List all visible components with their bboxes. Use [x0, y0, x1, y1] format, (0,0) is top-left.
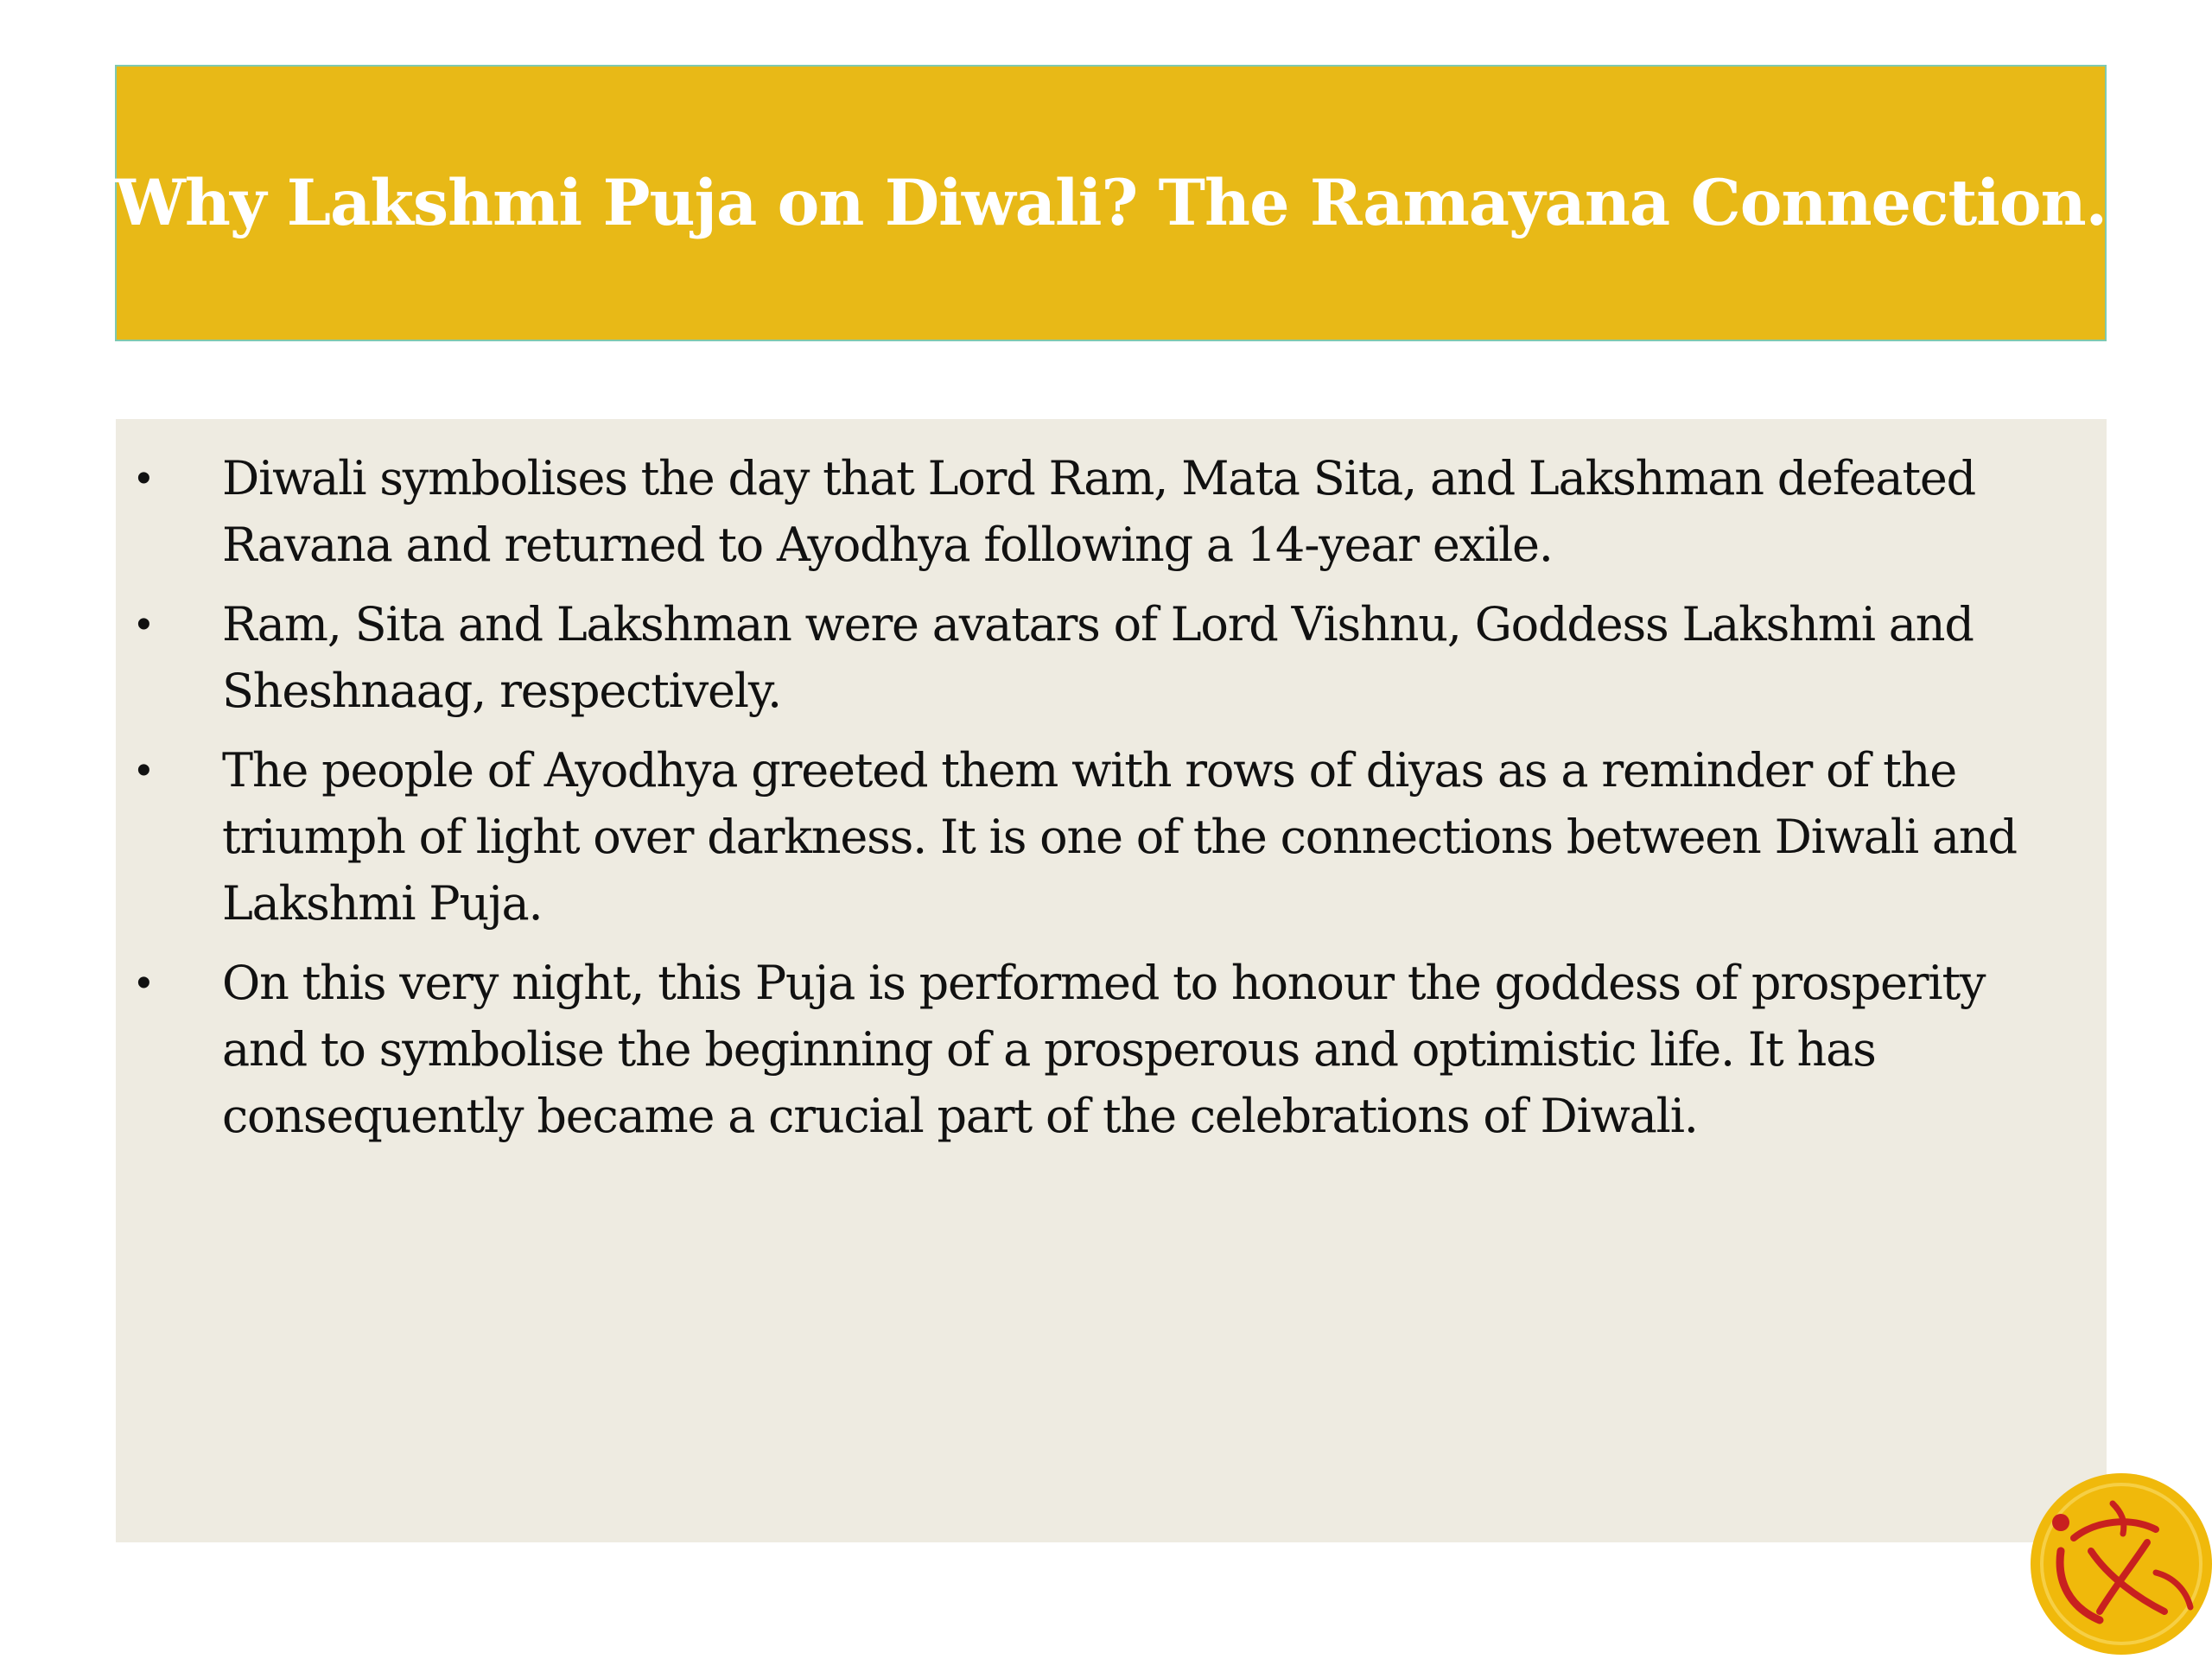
- title-banner: [115, 65, 2107, 341]
- bullet-text: On this very night, this Puja is performed to honour the goddess of prosperity and to symbolise the beginning of a prosperous and optimistic life. It has consequently became a crucial part of the celebrations of Diwali.: [222, 956, 1986, 1143]
- logo-emblem-icon: [2026, 1469, 2212, 1659]
- list-item: [116, 950, 2075, 1149]
- bullet-text: Diwali symbolises the day that Lord Ram, Mata Sita, and Lakshman defeated Ravana and returned to Ayodhya following a 14-year exile.: [222, 451, 1976, 572]
- bullet-list: [116, 445, 2075, 1149]
- bullet-icon: •: [137, 601, 150, 647]
- bullet-text: Ram, Sita and Lakshman were avatars of Lord Vishnu, Goddess Lakshmi and Sheshnaag, respectively.: [222, 597, 1974, 718]
- content-panel: [116, 419, 2107, 1542]
- list-item: [116, 591, 2075, 724]
- list-item: [116, 445, 2075, 578]
- bullet-icon: •: [137, 455, 150, 501]
- bullet-icon: •: [137, 960, 150, 1006]
- bullet-text: The people of Ayodhya greeted them with rows of diyas as a reminder of the triumph of light over darkness. It is one of the connections between Diwali and Lakshmi Puja.: [222, 743, 2017, 931]
- bullet-icon: •: [137, 747, 150, 793]
- slide-title: Why Lakshmi Puja on Diwali? The Ramayana Connection.: [114, 166, 2107, 240]
- list-item: [116, 737, 2075, 937]
- logo-dot: [2052, 1514, 2069, 1531]
